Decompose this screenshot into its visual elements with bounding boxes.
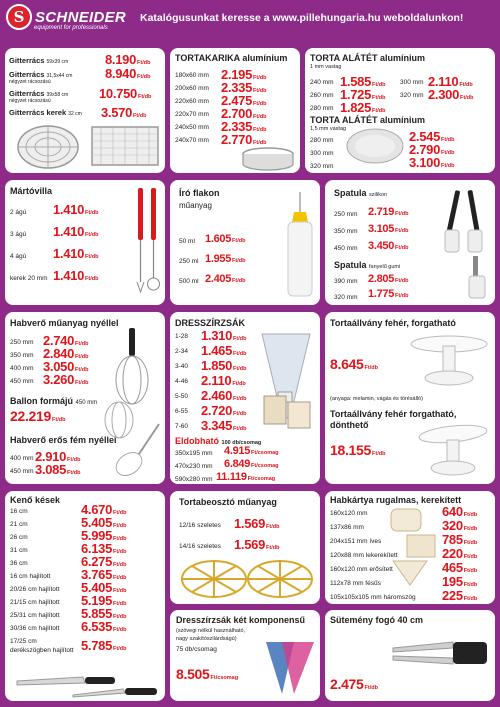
alatet2-price-2: 2.790Ft/db bbox=[409, 142, 455, 157]
headline: Katalógusunkat keresse a www.pillehungaria.hu weboldalunkon! bbox=[140, 12, 464, 24]
alatet2-price-3: 3.100Ft/db bbox=[409, 155, 455, 170]
habvero-price-1: 2.740Ft/db bbox=[43, 333, 89, 348]
header bbox=[0, 0, 500, 46]
habvero-size-2: 350 mm bbox=[10, 352, 34, 359]
eros-size-2: 450 mm bbox=[10, 468, 34, 475]
allvany-title: Tortaállvány fehér, forgatható bbox=[330, 318, 456, 328]
card-tortabeoszto bbox=[170, 491, 320, 604]
habvero-title: Habverő műanyag nyéllel bbox=[10, 318, 119, 328]
card-martovilla bbox=[5, 180, 165, 305]
gitter-price-2: 8.940Ft/db bbox=[105, 66, 151, 81]
ballon-price: 22.219Ft/db bbox=[10, 408, 66, 424]
eld-size-3: 590x280 mm bbox=[175, 476, 213, 483]
kartya-price-5: 465Ft/db bbox=[442, 560, 478, 575]
card-gitterracs bbox=[5, 48, 165, 173]
gitter-row-1: Gitterrács 59x39 cm bbox=[9, 56, 69, 65]
card-habvero bbox=[5, 312, 165, 484]
dressz2-price: 8.505Ft/csomag bbox=[176, 666, 239, 682]
dressz-size-2: 2-34 bbox=[175, 348, 189, 355]
disposable-bags-image bbox=[260, 388, 316, 432]
gitter-row-3: Gitterrács 39x58 cm bbox=[9, 89, 69, 98]
keno-last-b: derékszögben hajlított bbox=[10, 647, 74, 654]
keno-size-2: 21 cm bbox=[10, 521, 28, 528]
card-sutemeny-fogo bbox=[325, 610, 495, 701]
spatula2-price-2: 1.775Ft/db bbox=[368, 288, 409, 300]
alatet-price-r1: 2.110Ft/db bbox=[428, 74, 473, 89]
iroflakon-price-2: 1.955Ft/db bbox=[205, 253, 246, 265]
tortakarika-price-1: 2.195Ft/db bbox=[221, 67, 267, 82]
martovilla-price-3: 1.410Ft/db bbox=[53, 246, 99, 261]
tortakarika-price-3: 2.475Ft/db bbox=[221, 93, 267, 108]
tortakarika-size-3: 220x60 mm bbox=[175, 98, 209, 105]
kartya-size-2: 137x86 mm bbox=[330, 524, 364, 531]
iroflakon-price-3: 2.405Ft/db bbox=[205, 273, 246, 285]
cake-ring-image bbox=[240, 146, 296, 172]
fogo-price: 2.475Ft/db bbox=[330, 676, 378, 692]
cake-stand-image bbox=[407, 332, 491, 392]
spatula-size-1: 250 mm bbox=[334, 211, 358, 218]
card-iro-flakon bbox=[170, 180, 320, 305]
keno-size-4: 31 cm bbox=[10, 547, 28, 554]
spatula-size-3: 450 mm bbox=[334, 245, 358, 252]
allvany-price: 8.645Ft/db bbox=[330, 356, 378, 372]
beoszto-size-2: 14/16 szeletes bbox=[179, 543, 221, 550]
dressz2-pack: 75 db/csomag bbox=[176, 646, 217, 653]
allvany-note: (anyaga: melamin, vágás és törésálló) bbox=[330, 396, 423, 402]
cake-board-image bbox=[345, 126, 405, 166]
gitter-price-3: 10.750Ft/db bbox=[99, 86, 152, 101]
palette-knife-image bbox=[13, 657, 161, 699]
tortakarika-price-4: 2.700Ft/db bbox=[221, 106, 267, 121]
iroflakon-title: Író flakon bbox=[179, 188, 220, 198]
alatet-size-r1: 300 mm bbox=[400, 79, 424, 86]
habvero-size-4: 450 mm bbox=[10, 378, 34, 385]
martovilla-price-1: 1.410Ft/db bbox=[53, 202, 99, 217]
martovilla-size-1: 2 ágú bbox=[10, 209, 27, 216]
dressz2-note-2: nagy szakítószilárdságú) bbox=[176, 636, 237, 642]
kartya-price-6: 195Ft/db bbox=[442, 574, 478, 589]
alatet-size-l3: 280 mm bbox=[310, 105, 334, 112]
eros-price-1: 2.910Ft/db bbox=[35, 449, 81, 464]
eld-size-1: 350x195 mm bbox=[175, 450, 213, 457]
iroflakon-size-3: 500 ml bbox=[179, 278, 199, 285]
card-keno-kesek bbox=[5, 491, 165, 701]
gitter-row-4: Gitterrács kerek 32 cm bbox=[9, 108, 82, 117]
iroflakon-size-1: 50 ml bbox=[179, 238, 195, 245]
keno-last-a: 17/25 cm bbox=[10, 638, 37, 645]
keno-price-10: 6.535Ft/db bbox=[81, 619, 127, 634]
beoszto-size-1: 12/16 szeletes bbox=[179, 522, 221, 529]
spatula-size-2: 350 mm bbox=[334, 228, 358, 235]
kartya-price-7: 225Ft/db bbox=[442, 588, 478, 603]
alatet-title: TORTA ALÁTÉT alumínium bbox=[310, 53, 425, 63]
iroflakon-title-2: műanyag bbox=[179, 201, 212, 210]
card-torta-alatet bbox=[305, 48, 495, 173]
dressz-price-1: 1.310Ft/db bbox=[201, 328, 247, 343]
dressz-price-2: 1.465Ft/db bbox=[201, 343, 247, 358]
tortakarika-title: TORTAKARIKA alumínium bbox=[175, 53, 288, 63]
iroflakon-size-2: 250 ml bbox=[179, 258, 199, 265]
eld-price-2: 6.849Ft/csomag bbox=[224, 458, 279, 470]
eros-title: Habverő erős fém nyéllel bbox=[10, 435, 117, 445]
alatet-price-l2: 1.725Ft/db bbox=[340, 87, 386, 102]
tilting-stand-image bbox=[415, 422, 491, 480]
keno-price-7: 5.405Ft/db bbox=[81, 580, 127, 595]
spatula-title: Spatula szilikon bbox=[334, 188, 388, 198]
kartya-size-6: 112x78 mm fésűs bbox=[330, 580, 381, 587]
keno-size-10: 30/36 cm hajlított bbox=[10, 625, 60, 632]
martovilla-title: Mártóvilla bbox=[10, 186, 53, 196]
dressz-size-4: 4-46 bbox=[175, 378, 189, 385]
keno-size-5: 36 cm bbox=[10, 560, 28, 567]
kartya-price-2: 320Ft/db bbox=[442, 518, 478, 533]
card-dresszirzsak bbox=[170, 312, 320, 484]
dressz-price-4: 2.110Ft/db bbox=[201, 373, 246, 388]
brand-name: SCHNEIDER bbox=[35, 8, 127, 26]
two-part-bags-image bbox=[260, 638, 318, 698]
alatet-title-2: TORTA ALÁTÉT alumínium bbox=[310, 115, 425, 125]
alatet-price-l1: 1.585Ft/db bbox=[340, 74, 386, 89]
card-dresszirzsak-2 bbox=[170, 610, 320, 701]
keno-size-6: 16 cm hajlított bbox=[10, 573, 51, 580]
iroflakon-price-1: 1.605Ft/db bbox=[205, 233, 246, 245]
habvero-size-3: 400 mm bbox=[10, 365, 34, 372]
squeeze-bottle-image bbox=[282, 190, 318, 300]
habkartya-title: Habkártya rugalmas, kerekített bbox=[330, 495, 462, 505]
tortakarika-size-1: 180x60 mm bbox=[175, 72, 209, 79]
keno-price-2: 5.405Ft/db bbox=[81, 515, 127, 530]
eldobhato-title: Eldobható 100 db/csomag bbox=[175, 436, 262, 446]
alatet2-size-2: 300 mm bbox=[310, 150, 334, 157]
dressz-price-7: 3.345Ft/db bbox=[201, 418, 247, 433]
dressz-size-7: 7-60 bbox=[175, 423, 189, 430]
habvero-size-1: 250 mm bbox=[10, 339, 34, 346]
tortakarika-size-4: 220x70 mm bbox=[175, 111, 209, 118]
alatet-size-l2: 260 mm bbox=[310, 92, 334, 99]
keno-size-7: 20/26 cm hajlított bbox=[10, 586, 60, 593]
tortakarika-price-5: 2.335Ft/db bbox=[221, 119, 267, 134]
keno-size-3: 26 cm bbox=[10, 534, 28, 541]
dressz-size-6: 6-55 bbox=[175, 408, 189, 415]
cake-divider-image bbox=[178, 557, 316, 601]
keno-price-4: 6.135Ft/db bbox=[81, 541, 127, 556]
martovilla-price-4: 1.410Ft/db bbox=[53, 268, 99, 283]
allvany2-title-a: Tortaállvány fehér forgatható, bbox=[330, 409, 457, 419]
kartya-size-1: 160x120 mm bbox=[330, 510, 368, 517]
kartya-size-5: 160x120 mm erősített bbox=[330, 566, 393, 573]
rect-grid-image bbox=[89, 124, 161, 168]
dressz2-title: Dresszírzsák két komponensű bbox=[176, 615, 306, 625]
alatet-size-r2: 320 mm bbox=[400, 92, 424, 99]
martovilla-size-3: 4 ágú bbox=[10, 253, 27, 260]
kartya-size-7: 105x105x105 mm háromszög bbox=[330, 594, 416, 601]
card-tortaallvany bbox=[325, 312, 495, 484]
fogo-title: Sütemény fogó 40 cm bbox=[330, 615, 424, 625]
beoszto-title: Tortabeosztó műanyag bbox=[179, 497, 277, 507]
keno-price-9: 5.855Ft/db bbox=[81, 606, 127, 621]
scraper-cards-image bbox=[387, 507, 439, 587]
eros-price-2: 3.085Ft/db bbox=[35, 462, 81, 477]
spatula2-size-2: 320 mm bbox=[334, 294, 358, 301]
dressz-price-5: 2.460Ft/db bbox=[201, 388, 247, 403]
dressz-size-5: 5-50 bbox=[175, 393, 189, 400]
card-spatula bbox=[325, 180, 495, 305]
card-habkartya bbox=[325, 491, 495, 604]
spatula-price-3: 3.450Ft/db bbox=[368, 240, 409, 252]
dressz-price-3: 1.850Ft/db bbox=[201, 358, 247, 373]
habvero-price-2: 2.840Ft/db bbox=[43, 346, 89, 361]
beoszto-price-2: 1.569Ft/db bbox=[234, 537, 280, 552]
alatet-price-l3: 1.825Ft/db bbox=[340, 100, 386, 115]
keno-price-5: 6.275Ft/db bbox=[81, 554, 127, 569]
dipping-fork-image bbox=[133, 186, 163, 298]
gitter-price-1: 8.190Ft/db bbox=[105, 52, 151, 67]
spatula-image bbox=[443, 186, 493, 302]
eld-price-1: 4.915Ft/csomag bbox=[224, 445, 279, 457]
alatet2-price-1: 2.545Ft/db bbox=[409, 129, 455, 144]
round-grid-image bbox=[13, 124, 83, 170]
tagline: equipment for professionals bbox=[34, 25, 108, 31]
kenokes-title: Kenő kések bbox=[10, 495, 61, 505]
martovilla-price-2: 1.410Ft/db bbox=[53, 224, 99, 239]
spatula-price-1: 2.719Ft/db bbox=[368, 206, 409, 218]
martovilla-size-2: 3 ágú bbox=[10, 231, 27, 238]
whisk-image bbox=[99, 324, 163, 480]
alatet-price-r2: 2.300Ft/db bbox=[428, 87, 474, 102]
keno-size-9: 25/31 cm hajlított bbox=[10, 612, 60, 619]
allvany2-price: 18.155Ft/db bbox=[330, 442, 386, 458]
spatula-price-2: 3.105Ft/db bbox=[368, 223, 409, 235]
tongs-image bbox=[389, 628, 491, 678]
tortakarika-size-2: 200x60 mm bbox=[175, 85, 209, 92]
tortakarika-price-2: 2.335Ft/db bbox=[221, 80, 267, 95]
keno-price-6: 3.765Ft/db bbox=[81, 567, 127, 582]
allvany2-title-b: dönthető bbox=[330, 420, 369, 430]
keno-size-1: 16 cm bbox=[10, 508, 28, 515]
dressz-size-3: 3-40 bbox=[175, 363, 189, 370]
martovilla-size-4: kerek 20 mm bbox=[10, 275, 48, 282]
keno-price-1: 4.670Ft/db bbox=[81, 502, 127, 517]
alatet2-size-1: 280 mm bbox=[310, 137, 334, 144]
alatet-sub-2: 1,5 mm vastag bbox=[310, 126, 347, 132]
alatet2-size-3: 320 mm bbox=[310, 163, 334, 170]
dressz2-note-1: (szövegi nélkül használható, bbox=[176, 628, 246, 634]
dressz-size-1: 1-28 bbox=[175, 333, 189, 340]
gitter-row-2: Gitterrács 31,5x44 cm bbox=[9, 70, 73, 79]
habvero-price-3: 3.050Ft/db bbox=[43, 359, 89, 374]
eld-size-2: 470x230 mm bbox=[175, 463, 213, 470]
tortakarika-price-6: 2.770Ft/db bbox=[221, 132, 267, 147]
eld-price-3: 11.119Ft/csomag bbox=[216, 471, 276, 483]
logo-s-icon: S bbox=[6, 4, 32, 30]
kartya-price-4: 220Ft/db bbox=[442, 546, 478, 561]
card-tortakarika bbox=[170, 48, 300, 173]
keno-price-last: 5.785Ft/db bbox=[81, 638, 127, 653]
alatet-size-l1: 240 mm bbox=[310, 79, 334, 86]
spatula2-price-1: 2.805Ft/db bbox=[368, 273, 409, 285]
tortakarika-size-5: 240x50 mm bbox=[175, 124, 209, 131]
kartya-size-3: 204x151 mm íves bbox=[330, 538, 382, 545]
habvero-price-4: 3.260Ft/db bbox=[43, 372, 89, 387]
dressz-title: DRESSZÍRZSÁK bbox=[175, 318, 246, 328]
kartya-price-3: 785Ft/db bbox=[442, 532, 478, 547]
spatula2-size-1: 390 mm bbox=[334, 278, 358, 285]
gitter-price-4: 3.570Ft/db bbox=[101, 105, 147, 120]
spatula-title-2: Spatula fanyelű gumi bbox=[334, 260, 401, 270]
keno-size-8: 21/15 cm hajlított bbox=[10, 599, 60, 606]
kartya-price-1: 640Ft/db bbox=[442, 504, 478, 519]
gitter-sub-3: négyzet rácsozású bbox=[9, 98, 51, 104]
eros-size-1: 400 mm bbox=[10, 455, 34, 462]
beoszto-price-1: 1.569Ft/db bbox=[234, 516, 280, 531]
ballon-title: Ballon formájú 450 mm bbox=[10, 396, 98, 406]
keno-price-8: 5.195Ft/db bbox=[81, 593, 127, 608]
keno-price-3: 5.995Ft/db bbox=[81, 528, 127, 543]
dressz-price-6: 2.720Ft/db bbox=[201, 403, 247, 418]
gitter-sub-2: négyzet rácsozású bbox=[9, 79, 51, 85]
tortakarika-size-6: 240x70 mm bbox=[175, 137, 209, 144]
alatet-sub: 1 mm vastag bbox=[310, 64, 342, 70]
kartya-size-4: 120x88 mm lekerekített bbox=[330, 552, 398, 559]
